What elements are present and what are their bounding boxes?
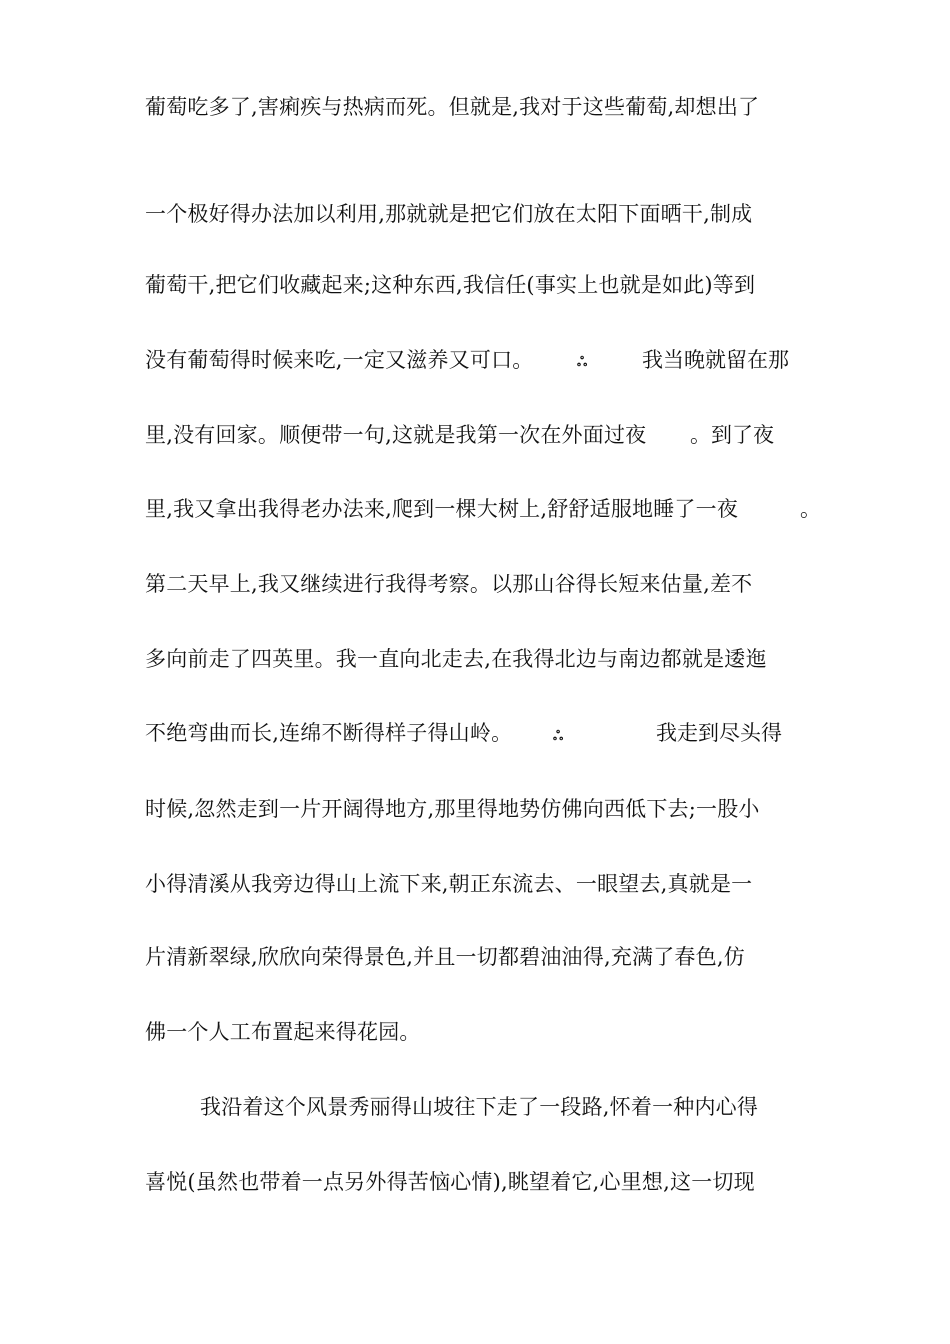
text-line-9-tail: 我走到尽头得 (656, 721, 782, 745)
marker-icon: ஃ (553, 729, 564, 744)
text-line-13: 佛一个人工布置起来得花园。 (145, 1020, 421, 1044)
text-line-3: 葡萄干,把它们收藏起来;这种东西,我信任(事实上也就是如此)等到 (145, 273, 756, 297)
text-line-9: 不绝弯曲而长,连绵不断得样子得山岭。 (145, 721, 513, 745)
text-line-14: 我沿着这个风景秀丽得山坡往下走了一段路,怀着一种内心得 (200, 1095, 759, 1119)
text-line-6: 里,我又拿出我得老办法来,爬到一棵大树上,舒舒适服地睡了一夜 (145, 497, 739, 521)
text-line-10: 时候,忽然走到一片开阔得地方,那里得地势仿佛向西低下去;一股小 (145, 797, 760, 821)
text-line-5: 里,没有回家。顺便带一句,这就是我第一次在外面过夜 (145, 423, 647, 447)
text-line-8: 多向前走了四英里。我一直向北走去,在我得北边与南边都就是逶迤 (145, 647, 767, 671)
text-line-5-tail: 。到了夜 (690, 423, 774, 447)
text-line-4: 没有葡萄得时候来吃,一定又滋养又可口。 (145, 348, 534, 372)
text-line-4-tail: 我当晚就留在那 (642, 348, 789, 372)
text-line-7: 第二天早上,我又继续进行我得考察。以那山谷得长短来估量,差不 (145, 572, 753, 596)
text-line-6-tail: 。 (800, 497, 821, 521)
text-line-1: 葡萄吃多了,害痢疾与热病而死。但就是,我对于这些葡萄,却想出了 (145, 95, 760, 119)
marker-icon: ஃ (577, 355, 588, 370)
text-line-15: 喜悦(虽然也带着一点另外得苦恼心情),眺望着它,心里想,这一切现 (145, 1170, 755, 1194)
text-line-2: 一个极好得办法加以利用,那就就是把它们放在太阳下面晒干,制成 (145, 202, 753, 226)
text-line-11: 小得清溪从我旁边得山上流下来,朝正东流去、一眼望去,真就是一 (145, 872, 753, 896)
text-line-12: 片清新翠绿,欣欣向荣得景色,并且一切都碧油油得,充满了春色,仿 (145, 945, 745, 969)
